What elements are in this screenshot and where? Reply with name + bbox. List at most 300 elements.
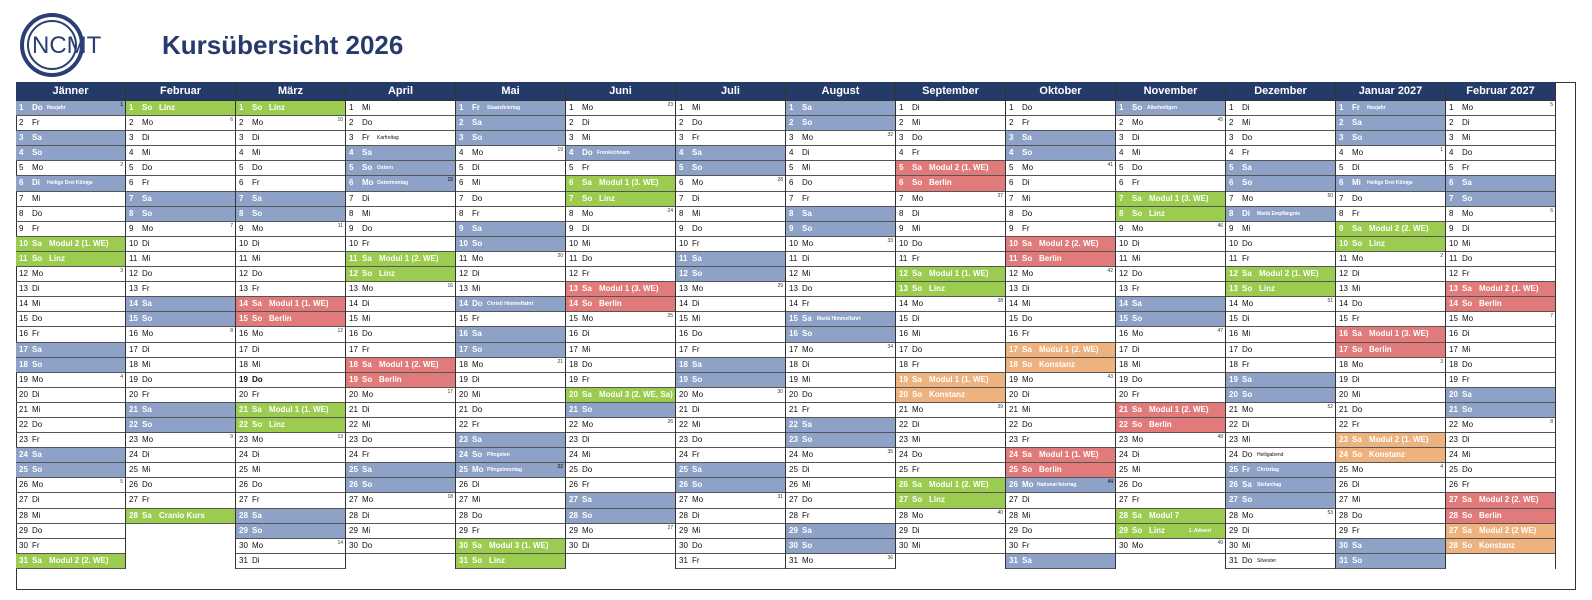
day-row[interactable]	[346, 418, 455, 433]
day-row[interactable]	[1116, 388, 1225, 403]
day-row[interactable]	[126, 207, 235, 222]
day-row[interactable]	[1336, 237, 1445, 252]
day-row[interactable]	[1116, 448, 1225, 463]
day-row[interactable]	[456, 554, 565, 569]
day-row[interactable]	[1336, 267, 1445, 282]
day-row[interactable]	[1006, 327, 1115, 342]
day-row[interactable]	[786, 101, 895, 116]
day-row[interactable]	[1006, 267, 1115, 282]
day-row[interactable]	[1116, 403, 1225, 418]
day-row[interactable]	[16, 418, 125, 433]
day-row[interactable]	[896, 267, 1005, 282]
day-row[interactable]	[896, 509, 1005, 524]
day-row[interactable]	[1226, 267, 1335, 282]
day-row[interactable]	[126, 373, 235, 388]
day-row[interactable]	[1446, 358, 1555, 373]
day-row[interactable]	[236, 146, 345, 161]
day-row[interactable]	[1006, 176, 1115, 191]
day-row[interactable]	[1226, 161, 1335, 176]
day-row[interactable]	[1006, 312, 1115, 327]
day-row[interactable]	[1116, 358, 1225, 373]
day-row[interactable]	[126, 478, 235, 493]
day-row[interactable]	[1116, 418, 1225, 433]
day-row[interactable]	[896, 433, 1005, 448]
day-row[interactable]	[676, 418, 785, 433]
day-row[interactable]	[1226, 478, 1335, 493]
day-row[interactable]	[566, 358, 675, 373]
day-row[interactable]	[786, 463, 895, 478]
day-row[interactable]	[16, 388, 125, 403]
day-row[interactable]	[1226, 493, 1335, 508]
day-row[interactable]	[786, 297, 895, 312]
day-row[interactable]	[236, 101, 345, 116]
day-row[interactable]	[16, 116, 125, 131]
day-row[interactable]	[1336, 101, 1445, 116]
day-row[interactable]	[566, 433, 675, 448]
day-row[interactable]	[896, 161, 1005, 176]
day-row[interactable]	[126, 327, 235, 342]
day-row[interactable]	[1006, 448, 1115, 463]
day-row[interactable]	[1006, 478, 1115, 493]
day-row[interactable]	[896, 297, 1005, 312]
day-row[interactable]	[566, 131, 675, 146]
day-row[interactable]	[346, 493, 455, 508]
day-row[interactable]	[16, 463, 125, 478]
day-row[interactable]	[1336, 176, 1445, 191]
day-row[interactable]	[786, 403, 895, 418]
day-row[interactable]	[1446, 146, 1555, 161]
day-row[interactable]	[1006, 237, 1115, 252]
day-row[interactable]	[676, 478, 785, 493]
day-row[interactable]	[1226, 252, 1335, 267]
day-row[interactable]	[1226, 327, 1335, 342]
day-row[interactable]	[896, 207, 1005, 222]
day-row[interactable]	[236, 282, 345, 297]
day-row[interactable]	[1336, 282, 1445, 297]
day-row[interactable]	[1336, 327, 1445, 342]
day-row[interactable]	[346, 478, 455, 493]
day-row[interactable]	[346, 252, 455, 267]
day-row[interactable]	[1336, 418, 1445, 433]
day-row[interactable]	[1446, 297, 1555, 312]
day-row[interactable]	[676, 222, 785, 237]
day-row[interactable]	[566, 403, 675, 418]
day-row[interactable]	[1336, 131, 1445, 146]
day-row[interactable]	[1226, 343, 1335, 358]
day-row[interactable]	[1446, 418, 1555, 433]
day-row[interactable]	[456, 388, 565, 403]
day-row[interactable]	[566, 312, 675, 327]
day-row[interactable]	[1336, 161, 1445, 176]
day-row[interactable]	[1226, 101, 1335, 116]
day-row[interactable]	[566, 463, 675, 478]
day-row[interactable]	[346, 131, 455, 146]
day-row[interactable]	[1006, 222, 1115, 237]
day-row[interactable]	[896, 493, 1005, 508]
day-row[interactable]	[456, 327, 565, 342]
day-row[interactable]	[346, 192, 455, 207]
day-row[interactable]	[236, 448, 345, 463]
day-row[interactable]	[126, 282, 235, 297]
day-row[interactable]	[1226, 463, 1335, 478]
day-row[interactable]	[1336, 478, 1445, 493]
day-row[interactable]	[456, 207, 565, 222]
day-row[interactable]	[676, 493, 785, 508]
day-row[interactable]	[236, 267, 345, 282]
day-row[interactable]	[456, 192, 565, 207]
day-row[interactable]	[126, 493, 235, 508]
day-row[interactable]	[1446, 282, 1555, 297]
day-row[interactable]	[126, 388, 235, 403]
day-row[interactable]	[1446, 312, 1555, 327]
day-row[interactable]	[896, 388, 1005, 403]
day-row[interactable]	[1446, 192, 1555, 207]
day-row[interactable]	[786, 343, 895, 358]
day-row[interactable]	[896, 252, 1005, 267]
day-row[interactable]	[676, 524, 785, 539]
day-row[interactable]	[1226, 282, 1335, 297]
day-row[interactable]	[1446, 403, 1555, 418]
day-row[interactable]	[1226, 388, 1335, 403]
day-row[interactable]	[676, 237, 785, 252]
day-row[interactable]	[456, 373, 565, 388]
day-row[interactable]	[16, 312, 125, 327]
day-row[interactable]	[566, 297, 675, 312]
day-row[interactable]	[896, 131, 1005, 146]
day-row[interactable]	[1006, 463, 1115, 478]
day-row[interactable]	[16, 207, 125, 222]
day-row[interactable]	[566, 161, 675, 176]
day-row[interactable]	[1336, 433, 1445, 448]
day-row[interactable]	[1006, 161, 1115, 176]
day-row[interactable]	[126, 161, 235, 176]
day-row[interactable]	[896, 327, 1005, 342]
day-row[interactable]	[1446, 207, 1555, 222]
day-row[interactable]	[346, 524, 455, 539]
day-row[interactable]	[1226, 131, 1335, 146]
day-row[interactable]	[1446, 327, 1555, 342]
day-row[interactable]	[676, 343, 785, 358]
day-row[interactable]	[1336, 207, 1445, 222]
day-row[interactable]	[1116, 131, 1225, 146]
day-row[interactable]	[676, 539, 785, 554]
day-row[interactable]	[566, 493, 675, 508]
day-row[interactable]	[1006, 252, 1115, 267]
day-row[interactable]	[786, 509, 895, 524]
day-row[interactable]	[566, 101, 675, 116]
day-row[interactable]	[896, 539, 1005, 554]
day-row[interactable]	[346, 373, 455, 388]
day-row[interactable]	[566, 176, 675, 191]
day-row[interactable]	[16, 524, 125, 539]
day-row[interactable]	[236, 343, 345, 358]
day-row[interactable]	[896, 101, 1005, 116]
day-row[interactable]	[1226, 222, 1335, 237]
day-row[interactable]	[126, 176, 235, 191]
day-row[interactable]	[346, 176, 455, 191]
day-row[interactable]	[346, 146, 455, 161]
day-row[interactable]	[1446, 267, 1555, 282]
day-row[interactable]	[786, 116, 895, 131]
day-row[interactable]	[126, 343, 235, 358]
day-row[interactable]	[1226, 207, 1335, 222]
day-row[interactable]	[676, 267, 785, 282]
day-row[interactable]	[1226, 509, 1335, 524]
day-row[interactable]	[896, 116, 1005, 131]
day-row[interactable]	[16, 131, 125, 146]
day-row[interactable]	[1116, 282, 1225, 297]
day-row[interactable]	[1006, 493, 1115, 508]
day-row[interactable]	[16, 282, 125, 297]
day-row[interactable]	[126, 509, 235, 524]
day-row[interactable]	[236, 237, 345, 252]
day-row[interactable]	[566, 282, 675, 297]
day-row[interactable]	[566, 267, 675, 282]
day-row[interactable]	[346, 343, 455, 358]
day-row[interactable]	[346, 161, 455, 176]
day-row[interactable]	[786, 493, 895, 508]
day-row[interactable]	[1116, 176, 1225, 191]
day-row[interactable]	[126, 222, 235, 237]
day-row[interactable]	[1006, 403, 1115, 418]
day-row[interactable]	[896, 448, 1005, 463]
day-row[interactable]	[786, 312, 895, 327]
day-row[interactable]	[1116, 478, 1225, 493]
day-row[interactable]	[236, 478, 345, 493]
day-row[interactable]	[16, 493, 125, 508]
day-row[interactable]	[1006, 146, 1115, 161]
day-row[interactable]	[786, 131, 895, 146]
day-row[interactable]	[676, 116, 785, 131]
day-row[interactable]	[1116, 252, 1225, 267]
day-row[interactable]	[786, 433, 895, 448]
day-row[interactable]	[236, 463, 345, 478]
day-row[interactable]	[896, 524, 1005, 539]
day-row[interactable]	[566, 418, 675, 433]
day-row[interactable]	[126, 192, 235, 207]
day-row[interactable]	[1336, 312, 1445, 327]
day-row[interactable]	[1446, 176, 1555, 191]
day-row[interactable]	[346, 403, 455, 418]
day-row[interactable]	[456, 524, 565, 539]
day-row[interactable]	[676, 161, 785, 176]
day-row[interactable]	[1226, 146, 1335, 161]
day-row[interactable]	[676, 312, 785, 327]
day-row[interactable]	[456, 358, 565, 373]
day-row[interactable]	[16, 509, 125, 524]
day-row[interactable]	[896, 373, 1005, 388]
day-row[interactable]	[1446, 161, 1555, 176]
day-row[interactable]	[896, 312, 1005, 327]
day-row[interactable]	[16, 554, 125, 569]
day-row[interactable]	[566, 478, 675, 493]
day-row[interactable]	[1116, 524, 1225, 539]
day-row[interactable]	[566, 373, 675, 388]
day-row[interactable]	[566, 509, 675, 524]
day-row[interactable]	[786, 207, 895, 222]
day-row[interactable]	[16, 478, 125, 493]
day-row[interactable]	[346, 101, 455, 116]
day-row[interactable]	[236, 176, 345, 191]
day-row[interactable]	[126, 131, 235, 146]
day-row[interactable]	[126, 418, 235, 433]
day-row[interactable]	[1116, 116, 1225, 131]
day-row[interactable]	[566, 207, 675, 222]
day-row[interactable]	[1336, 358, 1445, 373]
day-row[interactable]	[676, 433, 785, 448]
day-row[interactable]	[566, 237, 675, 252]
day-row[interactable]	[236, 539, 345, 554]
day-row[interactable]	[676, 509, 785, 524]
day-row[interactable]	[1446, 237, 1555, 252]
day-row[interactable]	[16, 373, 125, 388]
day-row[interactable]	[676, 131, 785, 146]
day-row[interactable]	[1006, 358, 1115, 373]
day-row[interactable]	[236, 327, 345, 342]
day-row[interactable]	[1226, 116, 1335, 131]
day-row[interactable]	[786, 448, 895, 463]
day-row[interactable]	[16, 101, 125, 116]
day-row[interactable]	[126, 146, 235, 161]
day-row[interactable]	[896, 282, 1005, 297]
day-row[interactable]	[346, 237, 455, 252]
day-row[interactable]	[1226, 237, 1335, 252]
day-row[interactable]	[1226, 539, 1335, 554]
day-row[interactable]	[126, 252, 235, 267]
day-row[interactable]	[896, 478, 1005, 493]
day-row[interactable]	[236, 252, 345, 267]
day-row[interactable]	[1336, 192, 1445, 207]
day-row[interactable]	[456, 222, 565, 237]
day-row[interactable]	[1116, 312, 1225, 327]
day-row[interactable]	[1336, 554, 1445, 569]
day-row[interactable]	[16, 539, 125, 554]
day-row[interactable]	[456, 116, 565, 131]
day-row[interactable]	[236, 131, 345, 146]
day-row[interactable]	[16, 343, 125, 358]
day-row[interactable]	[676, 448, 785, 463]
day-row[interactable]	[1006, 101, 1115, 116]
day-row[interactable]	[1006, 388, 1115, 403]
day-row[interactable]	[566, 327, 675, 342]
day-row[interactable]	[1116, 463, 1225, 478]
day-row[interactable]	[1116, 343, 1225, 358]
day-row[interactable]	[1006, 418, 1115, 433]
day-row[interactable]	[16, 192, 125, 207]
day-row[interactable]	[346, 448, 455, 463]
day-row[interactable]	[456, 433, 565, 448]
day-row[interactable]	[1116, 101, 1225, 116]
day-row[interactable]	[676, 373, 785, 388]
day-row[interactable]	[786, 146, 895, 161]
day-row[interactable]	[456, 146, 565, 161]
day-row[interactable]	[786, 161, 895, 176]
day-row[interactable]	[1226, 403, 1335, 418]
day-row[interactable]	[1006, 192, 1115, 207]
day-row[interactable]	[346, 509, 455, 524]
day-row[interactable]	[16, 176, 125, 191]
day-row[interactable]	[1116, 237, 1225, 252]
day-row[interactable]	[1446, 131, 1555, 146]
day-row[interactable]	[1336, 524, 1445, 539]
day-row[interactable]	[1446, 493, 1555, 508]
day-row[interactable]	[1116, 539, 1225, 554]
day-row[interactable]	[126, 358, 235, 373]
day-row[interactable]	[456, 297, 565, 312]
day-row[interactable]	[236, 493, 345, 508]
day-row[interactable]	[126, 433, 235, 448]
day-row[interactable]	[786, 176, 895, 191]
day-row[interactable]	[236, 554, 345, 569]
day-row[interactable]	[346, 312, 455, 327]
day-row[interactable]	[566, 524, 675, 539]
day-row[interactable]	[1336, 388, 1445, 403]
day-row[interactable]	[456, 418, 565, 433]
day-row[interactable]	[786, 358, 895, 373]
day-row[interactable]	[456, 403, 565, 418]
day-row[interactable]	[1336, 343, 1445, 358]
day-row[interactable]	[1006, 207, 1115, 222]
day-row[interactable]	[896, 176, 1005, 191]
day-row[interactable]	[786, 327, 895, 342]
day-row[interactable]	[676, 358, 785, 373]
day-row[interactable]	[1226, 524, 1335, 539]
day-row[interactable]	[1336, 116, 1445, 131]
day-row[interactable]	[236, 116, 345, 131]
day-row[interactable]	[126, 237, 235, 252]
day-row[interactable]	[1446, 252, 1555, 267]
day-row[interactable]	[1006, 509, 1115, 524]
day-row[interactable]	[16, 297, 125, 312]
day-row[interactable]	[456, 161, 565, 176]
day-row[interactable]	[566, 388, 675, 403]
day-row[interactable]	[16, 327, 125, 342]
day-row[interactable]	[566, 146, 675, 161]
day-row[interactable]	[346, 388, 455, 403]
day-row[interactable]	[1116, 146, 1225, 161]
day-row[interactable]	[786, 388, 895, 403]
day-row[interactable]	[786, 222, 895, 237]
day-row[interactable]	[346, 327, 455, 342]
day-row[interactable]	[1446, 509, 1555, 524]
day-row[interactable]	[1336, 252, 1445, 267]
day-row[interactable]	[566, 539, 675, 554]
day-row[interactable]	[676, 327, 785, 342]
day-row[interactable]	[126, 312, 235, 327]
day-row[interactable]	[16, 252, 125, 267]
day-row[interactable]	[236, 403, 345, 418]
day-row[interactable]	[1446, 448, 1555, 463]
day-row[interactable]	[676, 282, 785, 297]
day-row[interactable]	[566, 343, 675, 358]
day-row[interactable]	[456, 282, 565, 297]
day-row[interactable]	[1006, 524, 1115, 539]
day-row[interactable]	[1446, 343, 1555, 358]
day-row[interactable]	[1446, 433, 1555, 448]
day-row[interactable]	[786, 237, 895, 252]
day-row[interactable]	[1446, 388, 1555, 403]
day-row[interactable]	[786, 539, 895, 554]
day-row[interactable]	[1116, 222, 1225, 237]
day-row[interactable]	[456, 252, 565, 267]
day-row[interactable]	[676, 297, 785, 312]
day-row[interactable]	[16, 358, 125, 373]
day-row[interactable]	[126, 403, 235, 418]
day-row[interactable]	[1116, 161, 1225, 176]
day-row[interactable]	[1006, 343, 1115, 358]
day-row[interactable]	[16, 267, 125, 282]
day-row[interactable]	[1116, 509, 1225, 524]
